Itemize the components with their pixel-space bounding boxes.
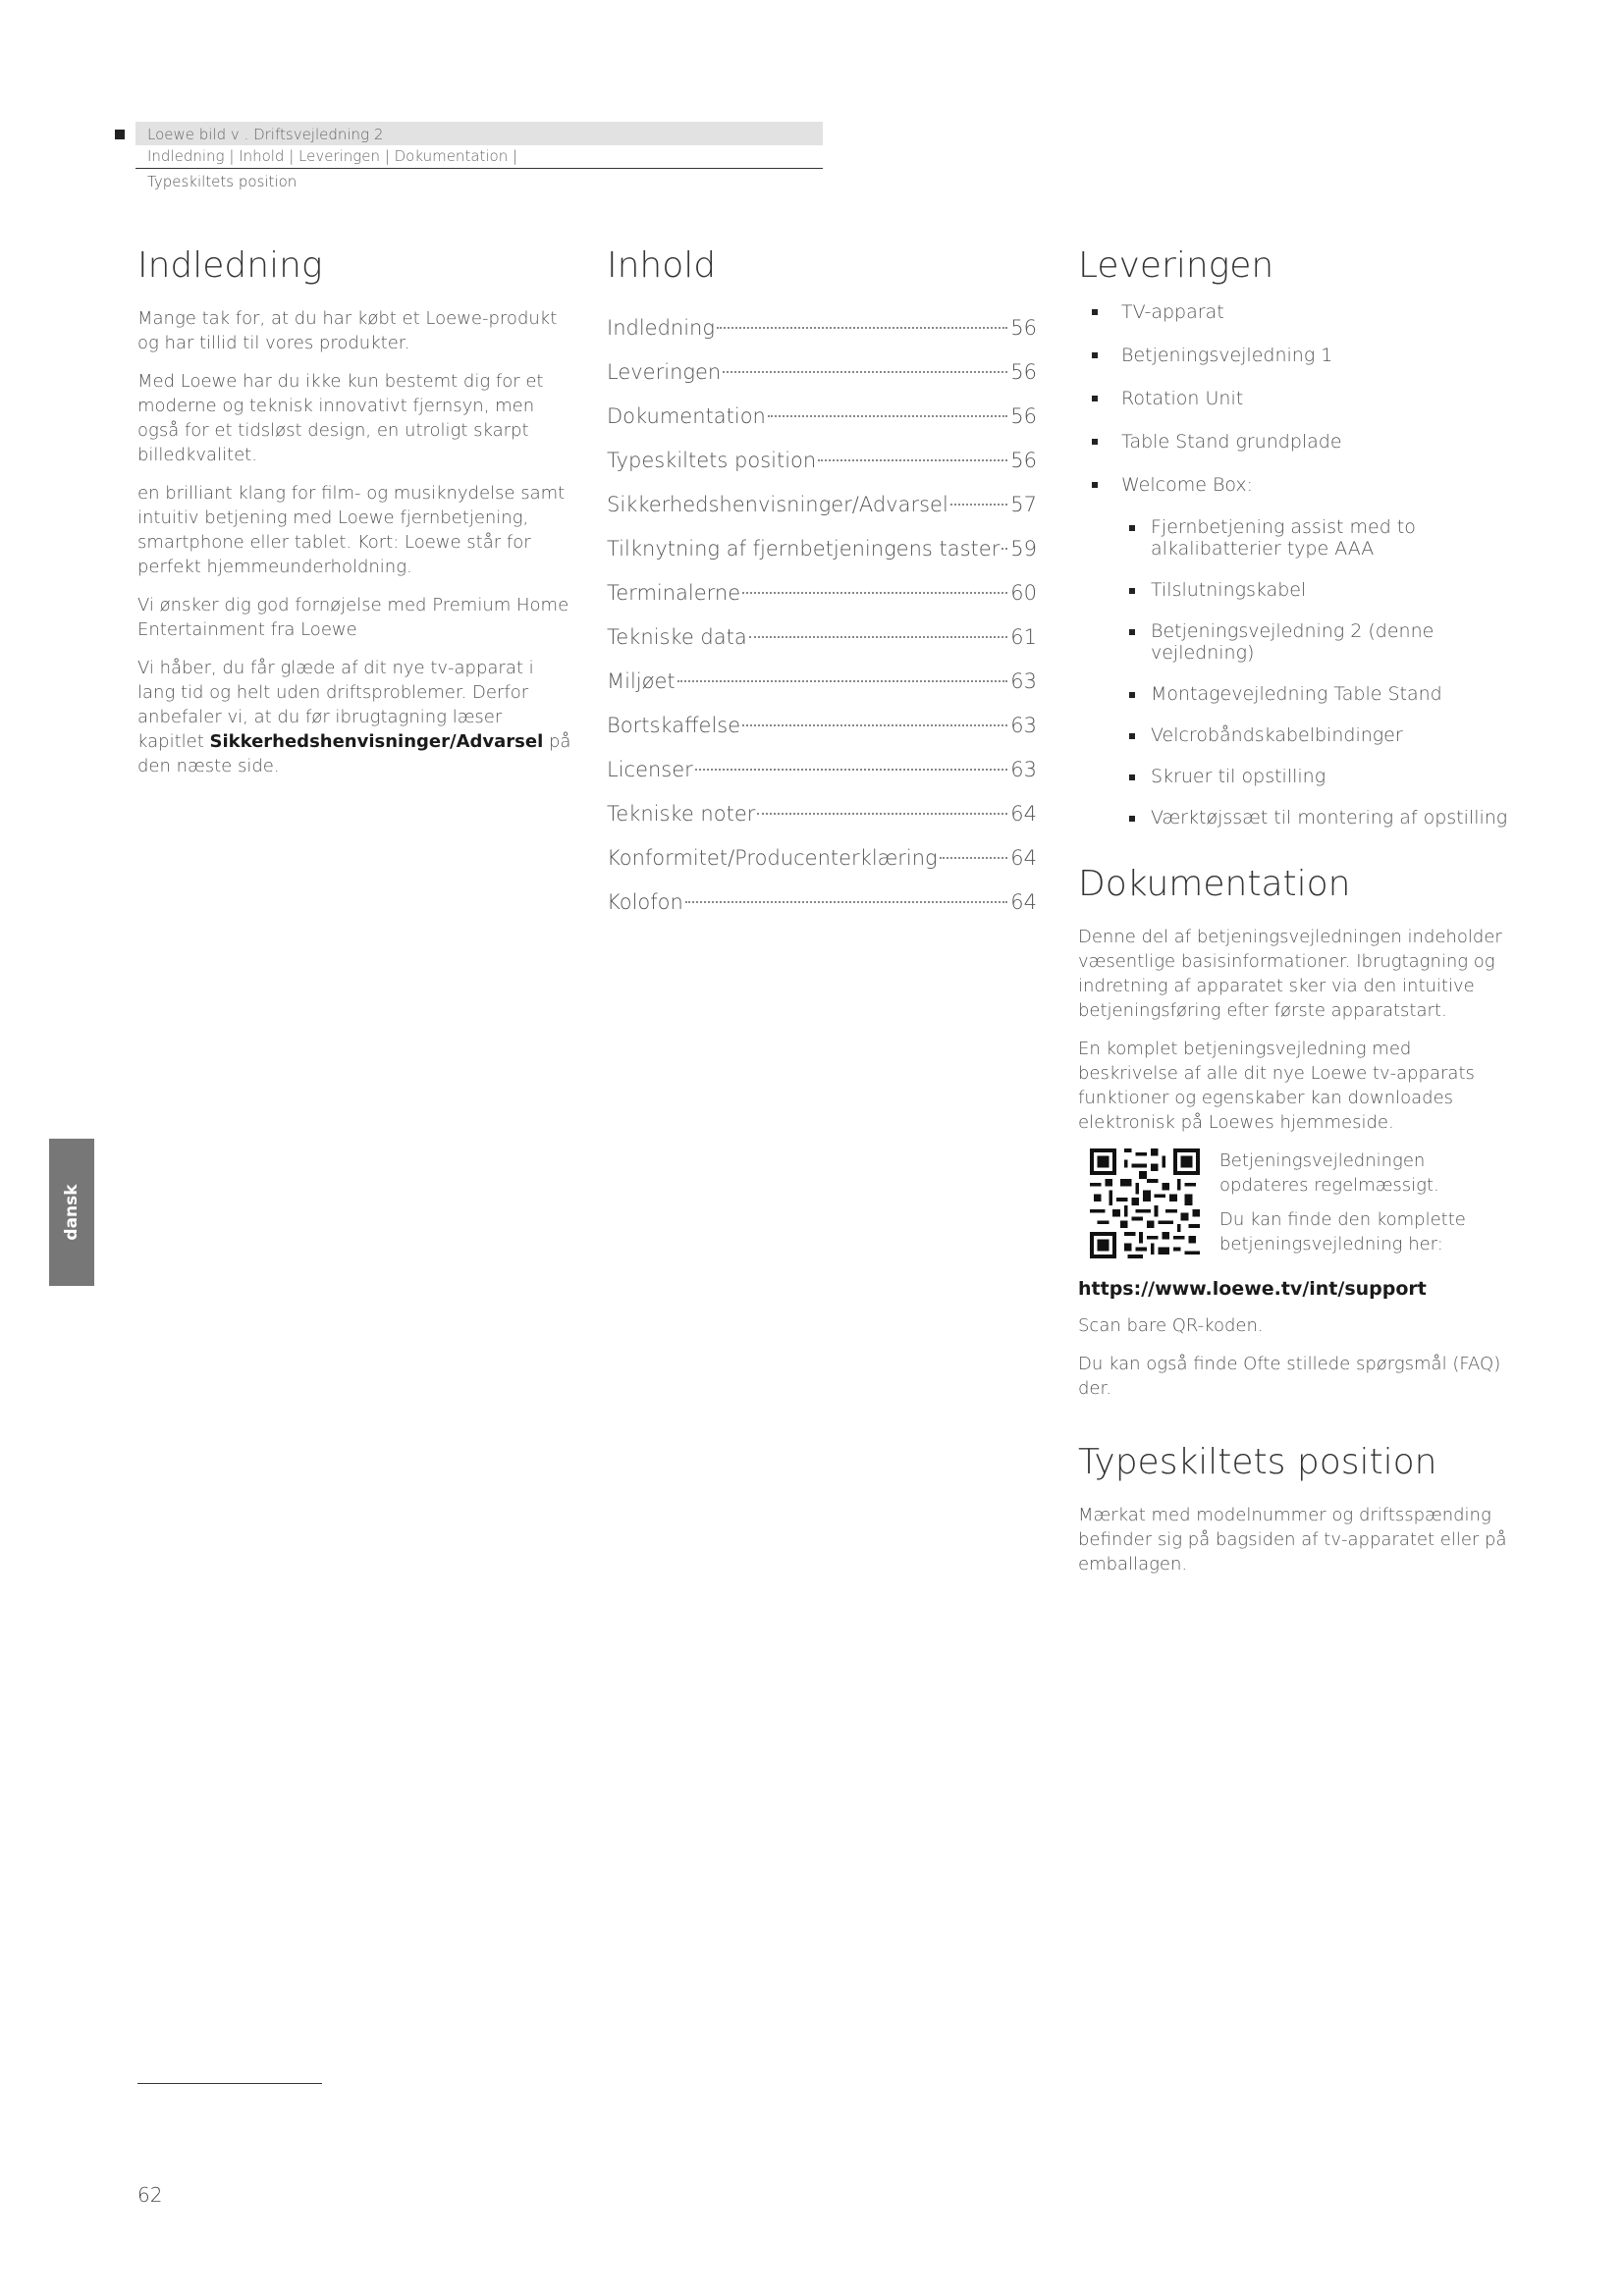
toc-leader xyxy=(818,459,1007,461)
toc-item-label: Tilknytning af fjernbetjeningens taster xyxy=(607,537,1001,561)
language-tab-label: dansk xyxy=(62,1184,81,1241)
delivery-list xyxy=(1078,300,1512,828)
toc-leader xyxy=(1001,548,1007,550)
toc-heading: Inhold xyxy=(607,245,717,286)
intro-p5-link: Sikkerhedshenvisninger/Advarsel xyxy=(209,731,544,752)
page-number: 62 xyxy=(137,2183,163,2207)
docs-paragraph-2: En komplet betjeningsvejledning med beskrivelse af alle dit nye Loewe tv-apparats funktioner og egenskaber kan downloades elektronisk på Loewes hjemmeside. xyxy=(1078,1039,1475,1133)
toc-item[interactable] xyxy=(607,660,1037,704)
toc-item-label: Sikkerhedshenvisninger/Advarsel xyxy=(607,493,948,516)
toc-leader xyxy=(717,327,1007,329)
intro-p5-start: Vi håber, du får glæde af dit nye tv-apparat i lang tid og helt uden driftsproblemer. Derfor anbefaler vi, at du før ibrugtagning læser kapitlet xyxy=(137,658,534,752)
toc-item-label: Typeskiltets position xyxy=(607,449,817,472)
list-item: Tilslutningskabel xyxy=(1108,579,1512,601)
docs-heading: Dokumentation xyxy=(1078,864,1351,904)
list-item xyxy=(1078,473,1512,828)
toc-item-label: Tekniske noter xyxy=(607,802,756,826)
toc-item[interactable] xyxy=(607,836,1037,881)
toc-item-label: Konformitet/Producenterklæring xyxy=(607,846,938,870)
list-item: TV-apparat xyxy=(1078,300,1512,324)
support-link[interactable]: https://www.loewe.tv/int/support xyxy=(1078,1278,1427,1300)
welcome-box-list xyxy=(1108,516,1512,828)
intro-paragraph-3: en brilliant klang for film- og musiknydelse samt intuitiv betjening med Loewe fjernbetjening, smartphone eller tablet. Kort: Loewe står for perfekt hjemmeunderholdning. xyxy=(137,483,566,577)
toc-leader xyxy=(742,724,1007,726)
list-item: Fjernbetjening assist med to alkalibatterier type AAA xyxy=(1108,516,1512,560)
intro-paragraph-2: Med Loewe har du ikke kun bestemt dig for et moderne og teknisk innovativt fjernsyn, men også for et tidsløst design, en utroligt skarpt billedkvalitet. xyxy=(137,371,544,465)
toc-item-label: Kolofon xyxy=(607,890,683,914)
intro-heading: Indledning xyxy=(137,245,323,286)
toc-item-page: 56 xyxy=(1010,404,1037,428)
docs-paragraph-4: Du kan også finde Ofte stillede spørgsmål (FAQ) der. xyxy=(1078,1354,1501,1399)
toc-item[interactable] xyxy=(607,527,1037,571)
intro-p5-end: på den næste side. xyxy=(137,731,571,776)
list-item: Betjeningsvejledning 1 xyxy=(1078,344,1512,367)
toc-item-label: Miljøet xyxy=(607,669,676,693)
right-column xyxy=(1078,243,1512,1590)
qr-text xyxy=(1219,1148,1512,1266)
toc-item-page: 56 xyxy=(1010,449,1037,472)
header-bullet xyxy=(115,130,125,139)
toc-item-page: 64 xyxy=(1010,846,1037,870)
toc-item[interactable] xyxy=(607,483,1037,527)
list-item: Værktøjssæt til montering af opstilling xyxy=(1108,807,1512,828)
header-title: Loewe bild v . Driftsvejledning 2 xyxy=(147,126,384,143)
toc-leader xyxy=(695,769,1007,771)
toc-item-label: Dokumentation xyxy=(607,404,766,428)
intro-paragraph-5 xyxy=(137,656,571,778)
intro-paragraph-4: Vi ønsker dig god fornøjelse med Premium Home Entertainment fra Loewe xyxy=(137,595,569,640)
qr-code-icon[interactable] xyxy=(1090,1148,1200,1258)
toc-item-page: 61 xyxy=(1010,625,1037,649)
toc-item-page: 57 xyxy=(1010,493,1037,516)
toc-item[interactable] xyxy=(607,439,1037,483)
list-item: Skruer til opstilling xyxy=(1108,766,1512,787)
toc-leader xyxy=(685,901,1007,903)
toc-item-page: 56 xyxy=(1010,316,1037,340)
toc-item-label: Bortskaffelse xyxy=(607,714,741,737)
docs-paragraph-3: Scan bare QR-koden. xyxy=(1078,1315,1264,1336)
toc-item-label: Licenser xyxy=(607,758,693,781)
qr-block xyxy=(1090,1148,1512,1266)
toc-leader xyxy=(742,592,1007,594)
list-item: Rotation Unit xyxy=(1078,387,1512,410)
list-item: Table Stand grundplade xyxy=(1078,430,1512,454)
toc-leader xyxy=(677,680,1007,682)
language-tab xyxy=(49,1139,94,1286)
list-item: Velcrobåndskabelbindinger xyxy=(1108,724,1512,746)
toc-leader xyxy=(950,504,1007,506)
intro-section xyxy=(137,243,571,792)
qr-paragraph-1: Betjeningsvejledningen opdateres regelmæssigt. xyxy=(1219,1150,1439,1196)
qr-paragraph-2: Du kan finde den komplette betjeningsvejledning her: xyxy=(1219,1209,1466,1255)
toc-leader xyxy=(768,415,1007,417)
toc-item-page: 59 xyxy=(1010,537,1037,561)
toc-leader xyxy=(749,636,1007,638)
header-divider xyxy=(135,168,823,169)
list-item: Montagevejledning Table Stand xyxy=(1108,683,1512,705)
header-breadcrumb[interactable]: Indledning | Inhold | Leveringen | Dokumentation | xyxy=(147,147,518,165)
toc-item[interactable] xyxy=(607,306,1037,350)
toc-item[interactable] xyxy=(607,615,1037,660)
docs-paragraph-1: Denne del af betjeningsvejledningen indeholder væsentlige basisinformationer. Ibrugtagning og indretning af apparatet sker via den intuitive betjeningsføring efter første apparatstart. xyxy=(1078,927,1502,1021)
welcome-box-label: Welcome Box: xyxy=(1121,474,1254,496)
toc-item-label: Indledning xyxy=(607,316,715,340)
toc-item-label: Terminalerne xyxy=(607,581,741,605)
toc-item-page: 63 xyxy=(1010,714,1037,737)
toc-section xyxy=(607,243,1037,925)
toc-leader xyxy=(723,371,1007,373)
header-subtitle[interactable]: Typeskiltets position xyxy=(147,173,298,190)
toc-item[interactable] xyxy=(607,748,1037,792)
toc-item[interactable] xyxy=(607,704,1037,748)
toc-item[interactable] xyxy=(607,881,1037,925)
toc-item-page: 56 xyxy=(1010,360,1037,384)
toc-item-page: 63 xyxy=(1010,669,1037,693)
intro-paragraph-1: Mange tak for, at du har købt et Loewe-produkt og har tillid til vores produkter. xyxy=(137,308,558,353)
toc-item-label: Tekniske data xyxy=(607,625,747,649)
toc-item-label: Leveringen xyxy=(607,360,722,384)
toc-item-page: 60 xyxy=(1010,581,1037,605)
toc-item[interactable] xyxy=(607,350,1037,395)
toc-item-page: 64 xyxy=(1010,890,1037,914)
toc-item[interactable] xyxy=(607,571,1037,615)
toc-item-page: 64 xyxy=(1010,802,1037,826)
toc-leader xyxy=(757,813,1007,815)
delivery-heading: Leveringen xyxy=(1078,245,1274,286)
typeplate-paragraph: Mærkat med modelnummer og driftsspænding befinder sig på bagsiden af tv-apparatet eller på emballagen. xyxy=(1078,1505,1507,1575)
toc-item[interactable] xyxy=(607,395,1037,439)
toc-item-page: 63 xyxy=(1010,758,1037,781)
typeplate-heading: Typeskiltets position xyxy=(1078,1442,1437,1482)
toc-item[interactable] xyxy=(607,792,1037,836)
footnote-divider xyxy=(137,2083,322,2084)
toc-leader xyxy=(940,857,1007,859)
list-item: Betjeningsvejledning 2 (denne vejledning) xyxy=(1108,620,1512,664)
